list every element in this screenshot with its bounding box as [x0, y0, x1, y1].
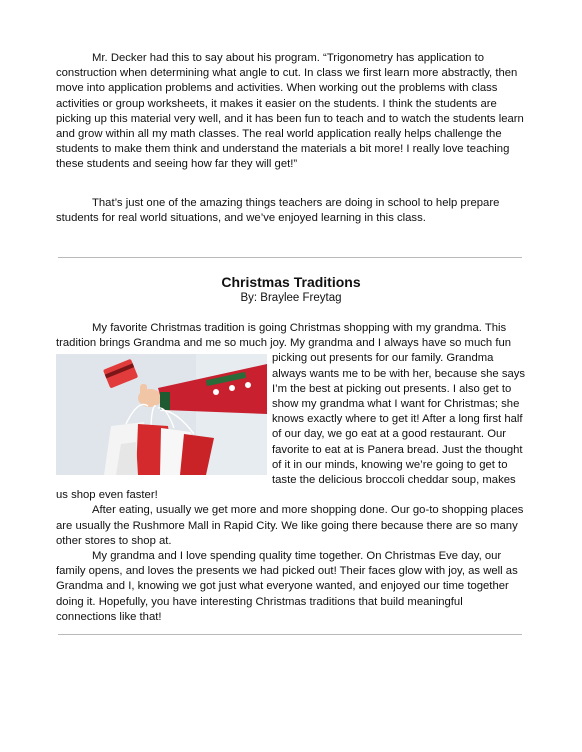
article-title: Christmas Traditions	[221, 274, 361, 290]
quote-paragraph: Mr. Decker had this to say about his program. “Trigonometry has application to construction when determining what angle to cut. In class we first learn more abstractly, then move into application problems and activities. When working out the problems with class activities or group worksheets, it makes it easier on the students. I think the students are picking up this material very well, and it has been fun to teach and to watch the students learn and grow within all my math classes. The real world application really helps challenge the students to make them think and understand the materials a bit more! I really love teaching these students and seeing how far they will get!”	[56, 52, 524, 171]
article-paragraph-1-start: My favorite Christmas tradition is going Christmas shopping with my grandma. This tradition brings Grandma and me so much joy. My grandma and I always have so much fun	[56, 322, 512, 350]
article-paragraph-2: After eating, usually we get more and more shopping done. Our go-to shopping places are usually the Rushmore Mall in Rapid City. We like going there because there are so many other stores to shop at.	[56, 504, 524, 547]
article-body	[56, 321, 526, 625]
closing-paragraph: That’s just one of the amazing things teachers are doing in school to help prepare students for real world situations, and we’ve enjoyed learning in this class.	[56, 197, 500, 225]
shopping-bags-illustration	[56, 354, 267, 475]
bottom-divider	[58, 634, 522, 635]
article-byline: By: Braylee Freytag	[240, 292, 342, 304]
article-paragraph-1-wrap: picking out presents for our family. Grandma always wants me to be with her, because she says I’m the best at picking out presents. I also get to show my grandma what I want for Christmas; she knows exactly where to get it! After a long first half of our day, we go eat at a good restaurant. Our favorite to eat at is Panera bread. Just the thought of it in our minds, knowing we’re going to get to taste the delicious broccoli cheddar soup, makes us shop even faster!	[56, 352, 526, 502]
shopping-bags-photo	[56, 354, 267, 475]
article-paragraph-3: My grandma and I love spending quality time together. On Christmas Eve day, our family opens, and loves the presents we had picked out! Their faces glow with joy, as well as Grandma and I, knowing we got just what everyone wanted, and enjoyed our time together doing it. Hopefully, you have interesting Christmas traditions that build meaningful connections like that!	[56, 550, 518, 623]
section-divider	[58, 257, 522, 258]
